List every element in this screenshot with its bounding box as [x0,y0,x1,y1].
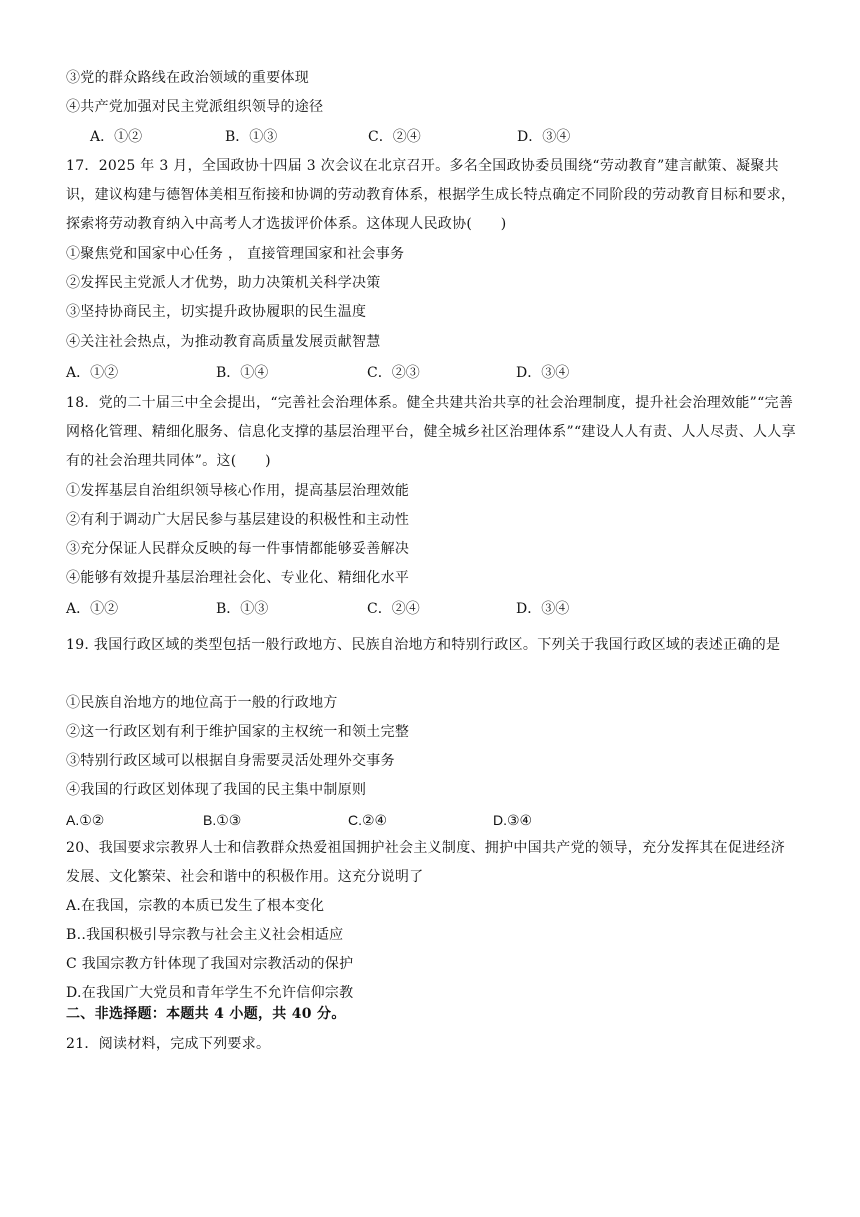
q20-stem: 20、我国要求宗教界人士和信教群众热爱祖国拥护社会主义制度、拥护中国共产党的领导，充分发挥其在促进经济发展、文化繁荣、社会和谐中的积极作用。这充分说明了 [66,840,786,885]
q18-option-c: C．②④ [367,601,420,617]
q18-option-d: D．③④ [516,601,570,617]
q17-stem: 17．2025 年 3 月，全国政协十四届 3 次会议在北京召开。多名全国政协委员围绕“劳动教育”建言献策、凝聚共识，建议构建与德智体美相互衔接和协调的劳动教育体系，根据学生成长特点确定不同阶段的劳动教育目标和要求，探索将劳动教育纳入中高考人才选拔评价体系。这体现人民政协( ) [66,158,796,232]
q18-stem: 18．党的二十届三中全会提出，“完善社会治理体系。健全共建共治共享的社会治理制度，提升社会治理效能”“完善网格化管理、精细化服务、信息化支撑的基层治理平台，健全城乡社区治理体系”“建设人人有责、人人尽责、人人享有的社会治理共同体”。这( ) [66,395,796,469]
q17-option-a: A．①② [66,365,119,381]
q16-item-4: ④共产党加强对民主党派组织领导的途径 [66,99,324,115]
q21-stem: 21．阅读材料，完成下列要求。 [66,1036,271,1052]
q16-options [90,127,830,147]
q18-option-a: A．①② [66,601,119,617]
q17-option-c: C．②③ [367,365,420,381]
q19-item-2: ②这一行政区划有利于维护国家的主权统一和领土完整 [66,724,410,740]
q19-options [66,810,806,830]
q18-item-3: ③充分保证人民群众反映的每一件事情都能够妥善解决 [66,541,410,557]
q19-option-c: C.②④ [348,812,388,828]
q16-option-d: D．③④ [517,129,571,145]
q19-item-3: ③特别行政区域可以根据自身需要灵活处理外交事务 [66,753,395,769]
q18-option-b: B．①③ [216,601,269,617]
q18-item-4: ④能够有效提升基层治理社会化、专业化、精细化水平 [66,570,410,586]
q19-option-a: A.①② [66,812,105,828]
q19-item-4: ④我国的行政区划体现了我国的民主集中制原则 [66,782,367,798]
section-heading: 二、非选择题：本题共 4 小题，共 40 分。 [66,1006,346,1022]
q18-options [66,599,806,619]
q17-item-4: ④关注社会热点，为推动教育高质量发展贡献智慧 [66,334,381,350]
q16-item-3: ③党的群众路线在政治领域的重要体现 [66,70,310,86]
q17-item-1: ①聚焦党和国家中心任务 ， 直接管理国家和社会事务 [66,246,405,262]
q16-option-a: A．①② [90,129,143,145]
q20-option-c: C 我国宗教方针体现了我国对宗教活动的保护 [66,956,354,972]
q17-option-b: B．①④ [216,365,269,381]
q17-options [66,363,806,383]
q19-stem: 19. 我国行政区域的类型包括一般行政地方、民族自治地方和特别行政区。下列关于我国行政区域的表述正确的是 [66,637,781,653]
q20-option-a: A.在我国，宗教的本质已发生了根本变化 [66,898,325,914]
q20-option-d: D.在我国广大党员和青年学生不允许信仰宗教 [66,985,354,1001]
q16-option-c: C．②④ [368,129,421,145]
q16-option-b: B．①③ [225,129,278,145]
q18-item-2: ②有利于调动广大居民参与基层建设的积极性和主动性 [66,512,410,528]
q17-option-d: D．③④ [516,365,570,381]
q17-item-3: ③坚持协商民主，切实提升政协履职的民生温度 [66,304,367,320]
q17-item-2: ②发挥民主党派人才优势，助力决策机关科学决策 [66,275,381,291]
q19-option-b: B.①③ [203,812,242,828]
q19-item-1: ①民族自治地方的地位高于一般的行政地方 [66,695,338,711]
q18-item-1: ①发挥基层自治组织领导核心作用，提高基层治理效能 [66,483,410,499]
q19-option-d: D.③④ [493,812,533,828]
q20-option-b: B..我国积极引导宗教与社会主义社会相适应 [66,927,344,943]
